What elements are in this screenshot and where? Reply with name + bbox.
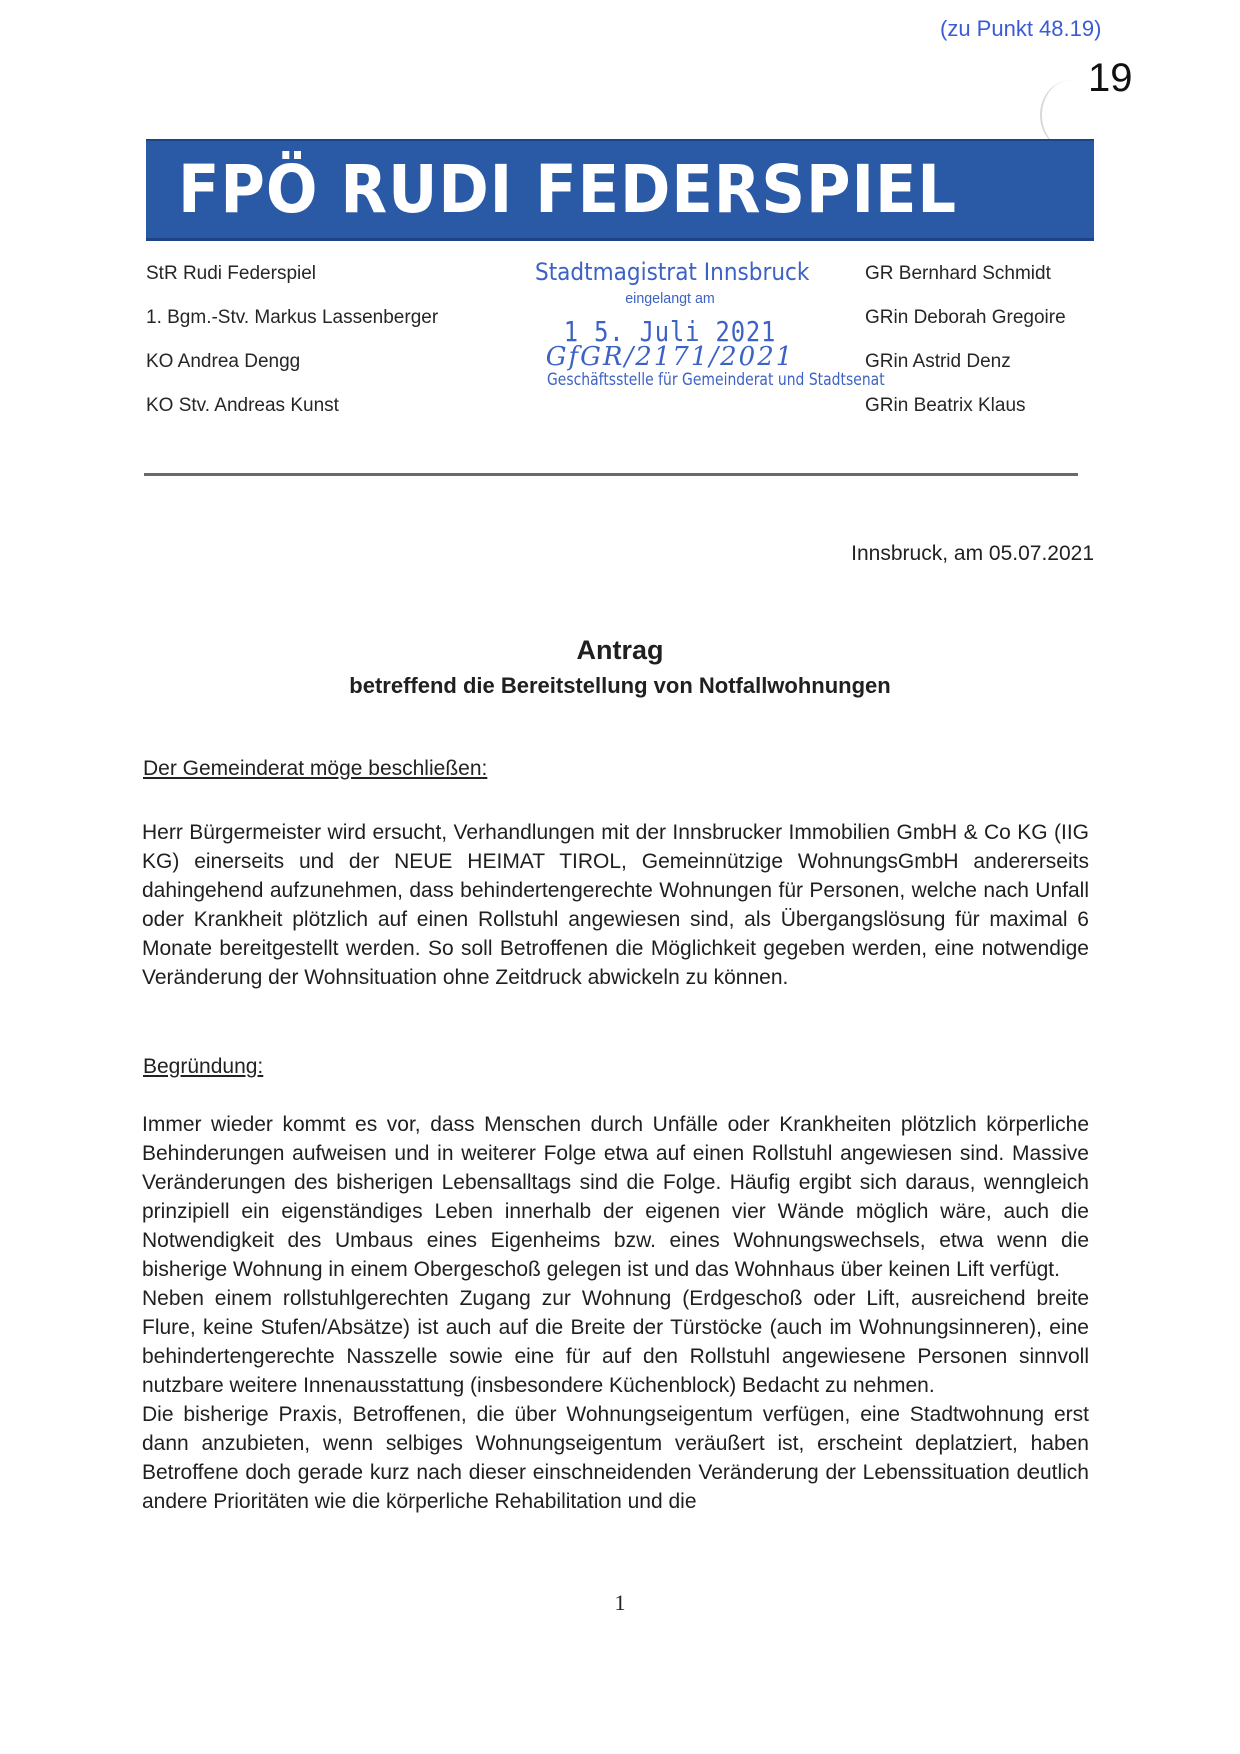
stamp-received-label: eingelangt am xyxy=(625,290,715,307)
page-mark-number: 19 xyxy=(1088,56,1133,100)
member-name: GRin Astrid Denz xyxy=(865,351,1011,372)
reasoning-paragraph: Immer wieder kommt es vor, dass Menschen durch Unfälle oder Krankheiten plötzlich körperliche Behinderungen aufweisen und in weiterer Folge etwa auf einen Rollstuhl angewiesen sind. Massive Veränderungen des bisherigen Lebensalltags sind die Folge. Häufig ergibt sich daraus, wenngleich prinzipiell ein eigenständiges Leben innerhalb der eigenen vier Wände möglich wäre, auch die Notwendigkeit des Umbaus eines Eigenheims bzw. eines Wohnungswechsels, etwa wenn die bisherige Wohnung in einem Obergeschoß gelegen ist und das Wohnhaus über keinen Lift verfügt. xyxy=(142,1113,1089,1281)
page-number: 1 xyxy=(614,1590,626,1615)
party-banner xyxy=(146,139,1094,241)
motion-paragraph: Herr Bürgermeister wird ersucht, Verhandlungen mit der Innsbrucker Immobilien GmbH & Co KG (IIG KG) einerseits und der NEUE HEIMAT TIROL, Gemeinnützige WohnungsGmbH andererseits dahingehend aufzunehmen, dass behindertengerechte Wohnungen für Personen, welche nach Unfall oder Krankheit plötzlich auf einen Rollstuhl angewiesen sind, als Übergangslösung für maximal 6 Monate bereitgestellt werden. So soll Betroffenen die Möglichkeit gegeben werden, eine notwendige Veränderung der Wohnsituation ohne Zeitdruck abwickeln zu können. xyxy=(142,821,1089,989)
stamp-reference: GfGR/2171/2021 xyxy=(545,342,795,372)
header-divider xyxy=(144,473,1078,476)
reasoning-body xyxy=(142,1110,1089,1516)
members-left-column xyxy=(146,252,438,428)
reasoning-paragraph: Neben einem rollstuhlgerechten Zugang zur Wohnung (Erdgeschoß oder Lift, ausreichend breite Flure, keine Stufen/Absätze) ist auch auf die Breite der Türstöcke (auch im Wohnungsinneren), eine behindertengerechte Nasszelle sowie eine für auf den Rollstuhl angewiesene Personen sinnvoll nutzbare weitere Innenausstattung (insbesondere Küchenblock) Bedacht zu nehmen. xyxy=(142,1287,1089,1397)
stamp-department: Geschäftsstelle für Gemeinderat und Stadtsenat xyxy=(547,370,885,390)
member-name: KO Stv. Andreas Kunst xyxy=(146,395,339,416)
member-name: 1. Bgm.-Stv. Markus Lassenberger xyxy=(146,307,439,328)
reference-note: (zu Punkt 48.19) xyxy=(940,16,1102,41)
resolution-heading: Der Gemeinderat möge beschließen: xyxy=(143,757,488,780)
received-stamp xyxy=(520,258,885,390)
reasoning-heading: Begründung: xyxy=(143,1055,264,1078)
members-right-column xyxy=(865,252,1066,428)
stamp-date: 1 5. Juli 2021 xyxy=(563,315,777,348)
member-name: GR Bernhard Schmidt xyxy=(865,263,1051,284)
member-name: StR Rudi Federspiel xyxy=(146,263,317,284)
banner-title: FPÖ RUDI FEDERSPIEL xyxy=(178,151,958,228)
reasoning-paragraph: Die bisherige Praxis, Betroffenen, die über Wohnungseigentum verfügen, eine Stadtwohnung erst dann anzubieten, wenn selbiges Wohnungseigentum veräußert ist, erscheint deplatziert, haben Betroffene doch gerade kurz nach dieser einschneidenden Veränderung der Lebenssituation deutlich andere Prioritäten wie die körperliche Rehabilitation und die xyxy=(142,1403,1089,1513)
place-date: Innsbruck, am 05.07.2021 xyxy=(851,542,1094,565)
member-name: KO Andrea Dengg xyxy=(146,351,301,372)
document-title: Antrag xyxy=(576,635,664,665)
document-subtitle: betreffend die Bereitstellung von Notfallwohnungen xyxy=(349,673,891,698)
member-name: GRin Beatrix Klaus xyxy=(865,395,1026,416)
stamp-office: Stadtmagistrat Innsbruck xyxy=(535,258,810,286)
member-name: GRin Deborah Gregoire xyxy=(865,307,1066,328)
